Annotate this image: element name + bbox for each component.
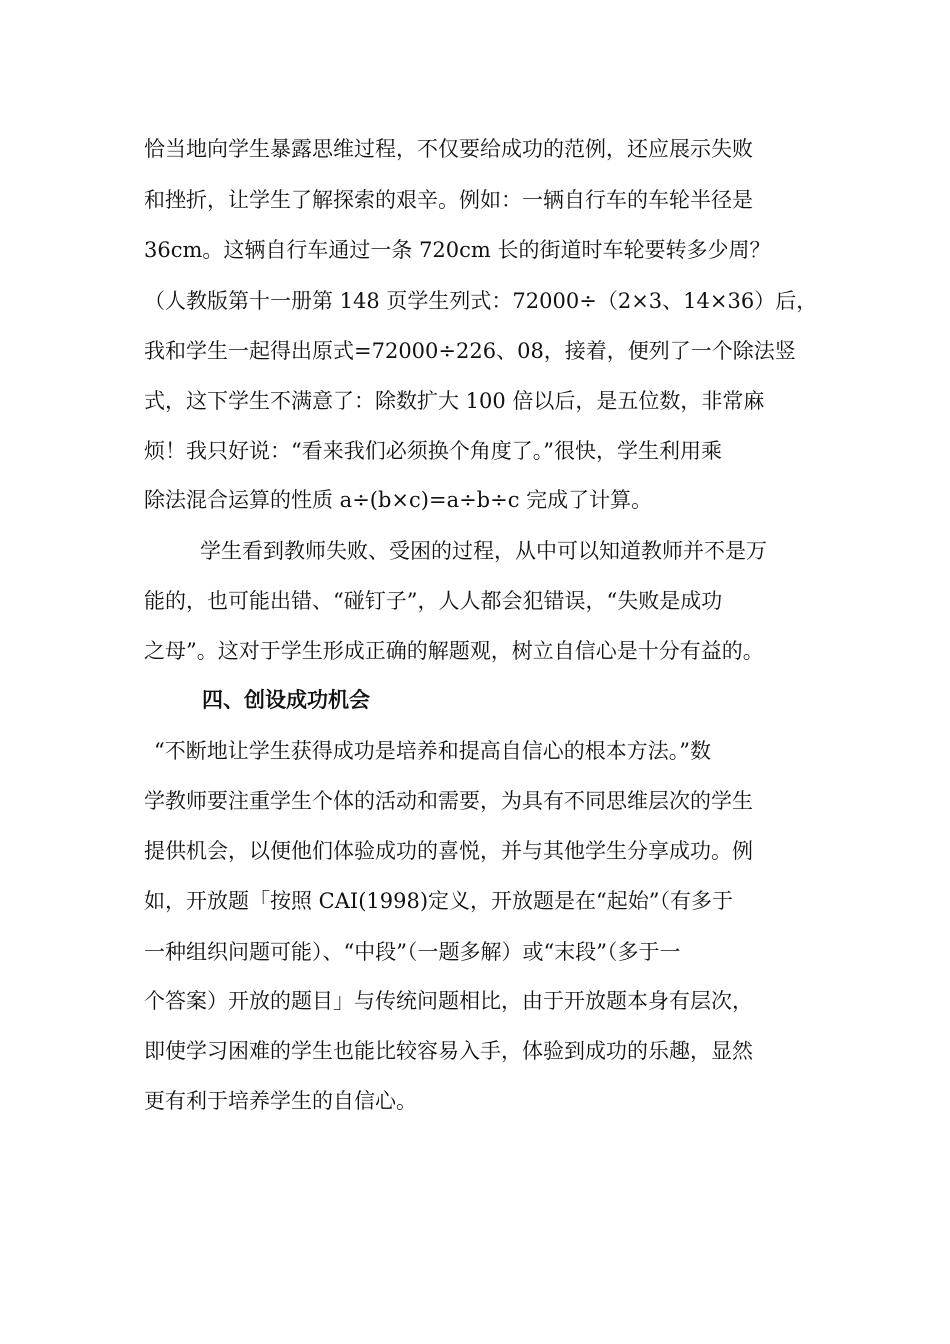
paragraph-line: 学教师要注重学生个体的活动和需要，为具有不同思维层次的学生 xyxy=(144,789,753,813)
paragraph-line: 即使学习困难的学生也能比较容易入手，体验到成功的乐趣，显然 xyxy=(144,1039,753,1063)
paragraph-line: 我和学生一起得出原式=72000÷226、08，接着，便列了一个除法竖 xyxy=(144,339,796,363)
paragraph-line: 烦！我只好说：“看来我们必须换个角度了。”很快，学生利用乘 xyxy=(144,439,722,463)
paragraph-line: 一种组织问题可能）、“中段”（一题多解）或“末段”（多于一 xyxy=(144,940,681,964)
paragraph-line: 之母”。这对于学生形成正确的解题观，树立自信心是十分有益的。 xyxy=(144,639,764,663)
paragraph-line: 更有利于培养学生的自信心。 xyxy=(144,1089,417,1113)
paragraph-line: 如，开放题「按照 CAI(1998)定义，开放题是在“起始”（有多于 xyxy=(144,889,734,913)
paragraph-line: 学生看到教师失败、受困的过程，从中可以知道教师并不是万 xyxy=(200,539,767,563)
paragraph-line: 恰当地向学生暴露思维过程，不仅要给成功的范例，还应展示失败 xyxy=(144,137,753,161)
paragraph-line: 36cm。这辆自行车通过一条 720cm 长的街道时车轮要转多少周？ xyxy=(144,238,771,262)
paragraph-line: 和挫折，让学生了解探索的艰辛。例如：一辆自行车的车轮半径是 xyxy=(144,188,753,212)
paragraph-line: “不断地让学生获得成功是培养和提高自信心的根本方法。”数 xyxy=(154,739,711,763)
paragraph-line: 式，这下学生不满意了：除数扩大 100 倍以后，是五位数，非常麻 xyxy=(144,389,765,413)
paragraph-line: （人教版第十一册第 148 页学生列式：72000÷（2×3、14×36）后， xyxy=(144,289,818,313)
section-heading: 四、创设成功机会 xyxy=(202,688,370,712)
paragraph-line: 能的，也可能出错、“碰钉子”，人人都会犯错误，“失败是成功 xyxy=(144,589,723,613)
paragraph-line: 个答案）开放的题目」与传统问题相比，由于开放题本身有层次， xyxy=(144,989,753,1013)
paragraph-line: 提供机会，以便他们体验成功的喜悦，并与其他学生分享成功。例 xyxy=(144,839,753,863)
paragraph-line: 除法混合运算的性质 a÷(b×c)=a÷b÷c 完成了计算。 xyxy=(144,488,653,512)
